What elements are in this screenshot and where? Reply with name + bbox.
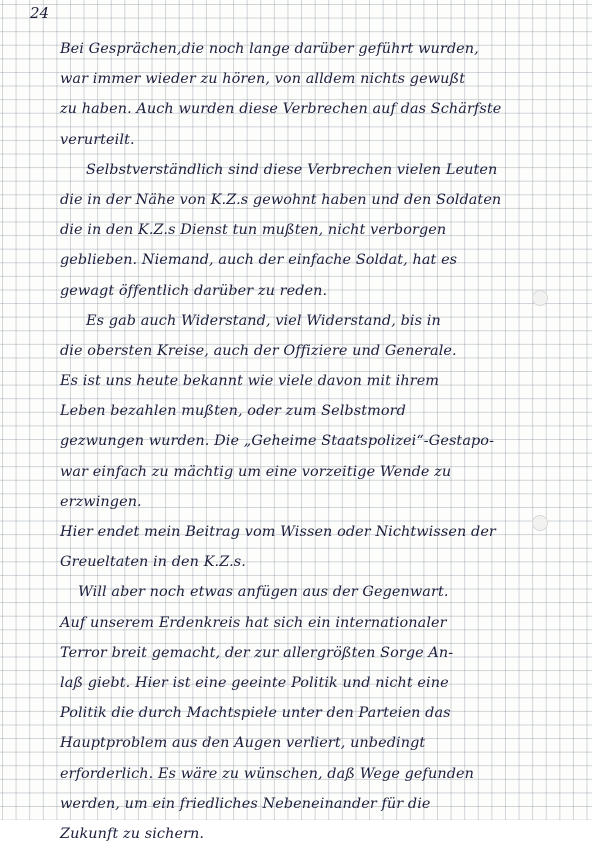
text-line: Hauptproblem aus den Augen verliert, unbedingt xyxy=(60,735,426,752)
text-line: die in den K.Z.s Dienst tun mußten, nicht verborgen xyxy=(60,222,447,239)
text-line: Zukunft zu sichern. xyxy=(60,825,205,842)
text-line: Greueltaten in den K.Z.s. xyxy=(60,554,246,571)
text-line: Bei Gesprächen,die noch lange darüber geführt wurden, xyxy=(60,41,479,57)
text-line: Hier endet mein Beitrag vom Wissen oder Nichtwissen der xyxy=(60,524,496,540)
text-line: Auf unserem Erdenkreis hat sich ein internationaler xyxy=(60,614,447,631)
text-line: gezwungen wurden. Die „Geheime Staatspolizei“-Gestapo- xyxy=(60,433,495,450)
text-line: Es gab auch Widerstand, viel Widerstand, bis in xyxy=(86,312,441,329)
text-line: die obersten Kreise, auch der Offiziere und Generale. xyxy=(60,342,457,359)
handwritten-text xyxy=(60,34,540,849)
text-line: Es ist uns heute bekannt wie viele davon mit ihrem xyxy=(60,373,440,390)
text-line: gewagt öffentlich darüber zu reden. xyxy=(60,282,328,299)
text-line: laß giebt. Hier ist eine geeinte Politik und nicht eine xyxy=(60,674,449,691)
text-line: war einfach zu mächtig um eine vorzeitige Wende zu xyxy=(60,463,452,480)
text-line: zu haben. Auch wurden diese Verbrechen auf das Schärfste xyxy=(60,101,502,118)
text-line: Selbstverständlich sind diese Verbrechen vielen Leuten xyxy=(86,161,498,178)
text-line: verurteilt. xyxy=(60,131,135,148)
text-line: erzwingen. xyxy=(60,493,142,510)
text-line: war immer wieder zu hören, von alldem nichts gewußt xyxy=(60,71,466,88)
text-line: Leben bezahlen mußten, oder zum Selbstmord xyxy=(60,403,406,420)
page-number: 24 xyxy=(30,4,50,22)
text-line: geblieben. Niemand, auch der einfache Soldat, hat es xyxy=(60,252,458,269)
text-line: Politik die durch Machtspiele unter den Parteien das xyxy=(60,705,451,722)
text-line: Will aber noch etwas anfügen aus der Gegenwart. xyxy=(78,584,449,601)
text-line: erforderlich. Es wäre zu wünschen, daß Wege gefunden xyxy=(60,765,475,782)
text-line: die in der Nähe von K.Z.s gewohnt haben und den Soldaten xyxy=(60,191,502,208)
text-line: werden, um ein friedliches Nebeneinander für die xyxy=(60,795,431,812)
text-line: Terror breit gemacht, der zur allergrößten Sorge An- xyxy=(60,644,454,661)
